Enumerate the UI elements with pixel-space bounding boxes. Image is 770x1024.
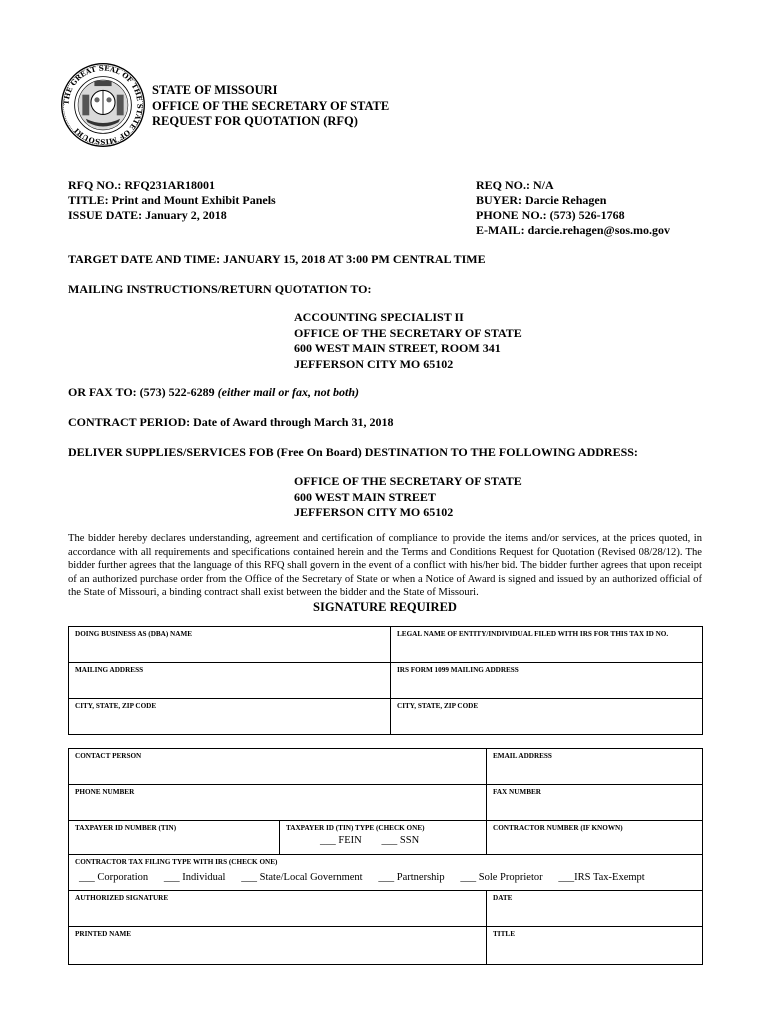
- email-address-label: EMAIL ADDRESS: [493, 752, 552, 760]
- fein-option[interactable]: ___ FEIN: [320, 835, 362, 846]
- mailing-address-field[interactable]: [69, 663, 391, 699]
- taxpayer-id-field[interactable]: [69, 821, 280, 855]
- rfq-number: RFQ NO.: RFQ231AR18001: [68, 178, 215, 192]
- mailing-heading: MAILING INSTRUCTIONS/RETURN QUOTATION TO:: [68, 282, 372, 296]
- mailing-line: OFFICE OF THE SECRETARY OF STATE: [294, 325, 522, 340]
- mailing-line: ACCOUNTING SPECIALIST II: [294, 310, 464, 324]
- delivery-line: OFFICE OF THE SECRETARY OF STATE: [294, 474, 522, 488]
- city-state-zip-label: CITY, STATE, ZIP CODE: [75, 702, 157, 710]
- header-doc-title: REQUEST FOR QUOTATION (RFQ): [152, 114, 358, 128]
- corporation-option[interactable]: ___ Corporation: [79, 872, 149, 883]
- document-header: [152, 83, 389, 130]
- tin-type-field: [280, 821, 487, 855]
- state-seal: [60, 62, 146, 148]
- phone-number-field[interactable]: [69, 785, 487, 821]
- signature-required-heading: SIGNATURE REQUIRED: [313, 600, 457, 614]
- header-office: OFFICE OF THE SECRETARY OF STATE: [152, 98, 390, 113]
- government-option[interactable]: ___ State/Local Government: [241, 872, 363, 883]
- header-state: STATE OF MISSOURI: [152, 83, 278, 97]
- mailing-address-label: MAILING ADDRESS: [75, 666, 144, 674]
- fax-number-field[interactable]: [487, 785, 703, 821]
- delivery-address: [294, 474, 522, 521]
- tin-type-label: TAXPAYER ID (TIN) TYPE (CHECK ONE): [286, 824, 425, 832]
- seal-text: THE GREAT SEAL OF THE STATE OF MISSOURI: [61, 63, 145, 147]
- printed-name-label: PRINTED NAME: [75, 930, 132, 938]
- date-label: DATE: [493, 894, 513, 902]
- fax-number-label: FAX NUMBER: [493, 788, 541, 796]
- contract-period: CONTRACT PERIOD: Date of Award through March 31, 2018: [68, 415, 394, 429]
- legal-name-field[interactable]: [391, 627, 703, 663]
- fax-note: (either mail or fax, not both): [217, 385, 360, 399]
- phone-number-label: PHONE NUMBER: [75, 788, 135, 796]
- contact-person-label: CONTACT PERSON: [75, 752, 142, 760]
- irs-address-field[interactable]: [391, 663, 703, 699]
- business-info-form: [68, 626, 703, 735]
- ssn-option[interactable]: ___ SSN: [381, 835, 420, 846]
- buyer-email: E-MAIL: darcie.rehagen@sos.mo.gov: [476, 223, 671, 237]
- taxpayer-id-label: TAXPAYER ID NUMBER (TIN): [75, 824, 177, 832]
- rfq-info-right: [476, 178, 670, 238]
- dba-name-field[interactable]: [69, 627, 391, 663]
- rfq-info-left: [68, 178, 276, 223]
- mailing-address: [294, 310, 522, 372]
- contractor-number-label: CONTRACTOR NUMBER (IF KNOWN): [493, 824, 623, 832]
- mailing-line: 600 WEST MAIN STREET, ROOM 341: [294, 341, 501, 355]
- contact-signature-form: [68, 748, 703, 965]
- mailing-line: JEFFERSON CITY MO 65102: [294, 356, 454, 371]
- printed-name-field[interactable]: [69, 927, 487, 965]
- buyer-name: BUYER: Darcie Rehagen: [476, 193, 607, 207]
- tax-filing-type-label: CONTRACTOR TAX FILING TYPE WITH IRS (CHECK ONE): [75, 858, 278, 866]
- buyer-phone: PHONE NO.: (573) 526-1768: [476, 208, 625, 222]
- declaration-paragraph: The bidder hereby declares understanding, agreement and certification of compliance to provide the items and/or services, at the prices quoted, in accordance with all requirements and specifications contained herein and the Terms and Conditions Request for Quotation (Revised 08/28/12). The bidder further agrees that the language of this RFQ shall govern in the event of a conflict with his/her bid. The bidder further agrees that upon receipt of an authorized purchase order from the Office of the Secretary of State or when a Notice of Award is signed and issued by an authorized official of the State of Missouri, a binding contract shall exist between the bidder and the State of Missouri.: [68, 533, 702, 599]
- great-seal-of-missouri-icon: [60, 62, 146, 148]
- individual-option[interactable]: ___ Individual: [163, 872, 226, 883]
- fax-label: OR FAX TO: (573) 522-6289: [68, 385, 218, 399]
- rfq-title: TITLE: Print and Mount Exhibit Panels: [68, 193, 276, 207]
- sole-proprietor-option[interactable]: ___ Sole Proprietor: [460, 872, 543, 883]
- authorized-signature-label: AUTHORIZED SIGNATURE: [75, 894, 169, 902]
- email-address-field[interactable]: [487, 749, 703, 785]
- delivery-line: 600 WEST MAIN STREET: [294, 489, 436, 504]
- irs-city-state-zip-field[interactable]: [391, 699, 703, 735]
- dba-name-label: DOING BUSINESS AS (DBA) NAME: [75, 630, 193, 638]
- title-label: TITLE: [493, 930, 515, 938]
- authorized-signature-field[interactable]: [69, 891, 487, 927]
- irs-address-label: IRS FORM 1099 MAILING ADDRESS: [397, 666, 519, 674]
- delivery-line: JEFFERSON CITY MO 65102: [294, 505, 454, 519]
- irs-city-state-zip-label: CITY, STATE, ZIP CODE: [397, 702, 479, 710]
- legal-name-label: LEGAL NAME OF ENTITY/INDIVIDUAL FILED WITH IRS FOR THIS TAX ID NO.: [397, 630, 669, 638]
- city-state-zip-field[interactable]: [69, 699, 391, 735]
- date-field[interactable]: [487, 891, 703, 927]
- tax-filing-type-field: [69, 855, 703, 891]
- partnership-option[interactable]: ___ Partnership: [378, 872, 445, 883]
- deliver-heading: DELIVER SUPPLIES/SERVICES FOB (Free On Board) DESTINATION TO THE FOLLOWING ADDRESS:: [68, 445, 638, 459]
- irs-tax-exempt-option[interactable]: ___IRS Tax-Exempt: [558, 872, 645, 883]
- contractor-number-field[interactable]: [487, 821, 703, 855]
- req-number: REQ NO.: N/A: [476, 178, 554, 192]
- title-field[interactable]: [487, 927, 703, 965]
- fax-line: [68, 385, 359, 400]
- rfq-issue-date: ISSUE DATE: January 2, 2018: [68, 208, 227, 222]
- contact-person-field[interactable]: [69, 749, 487, 785]
- target-date: TARGET DATE AND TIME: JANUARY 15, 2018 AT 3:00 PM CENTRAL TIME: [68, 252, 486, 266]
